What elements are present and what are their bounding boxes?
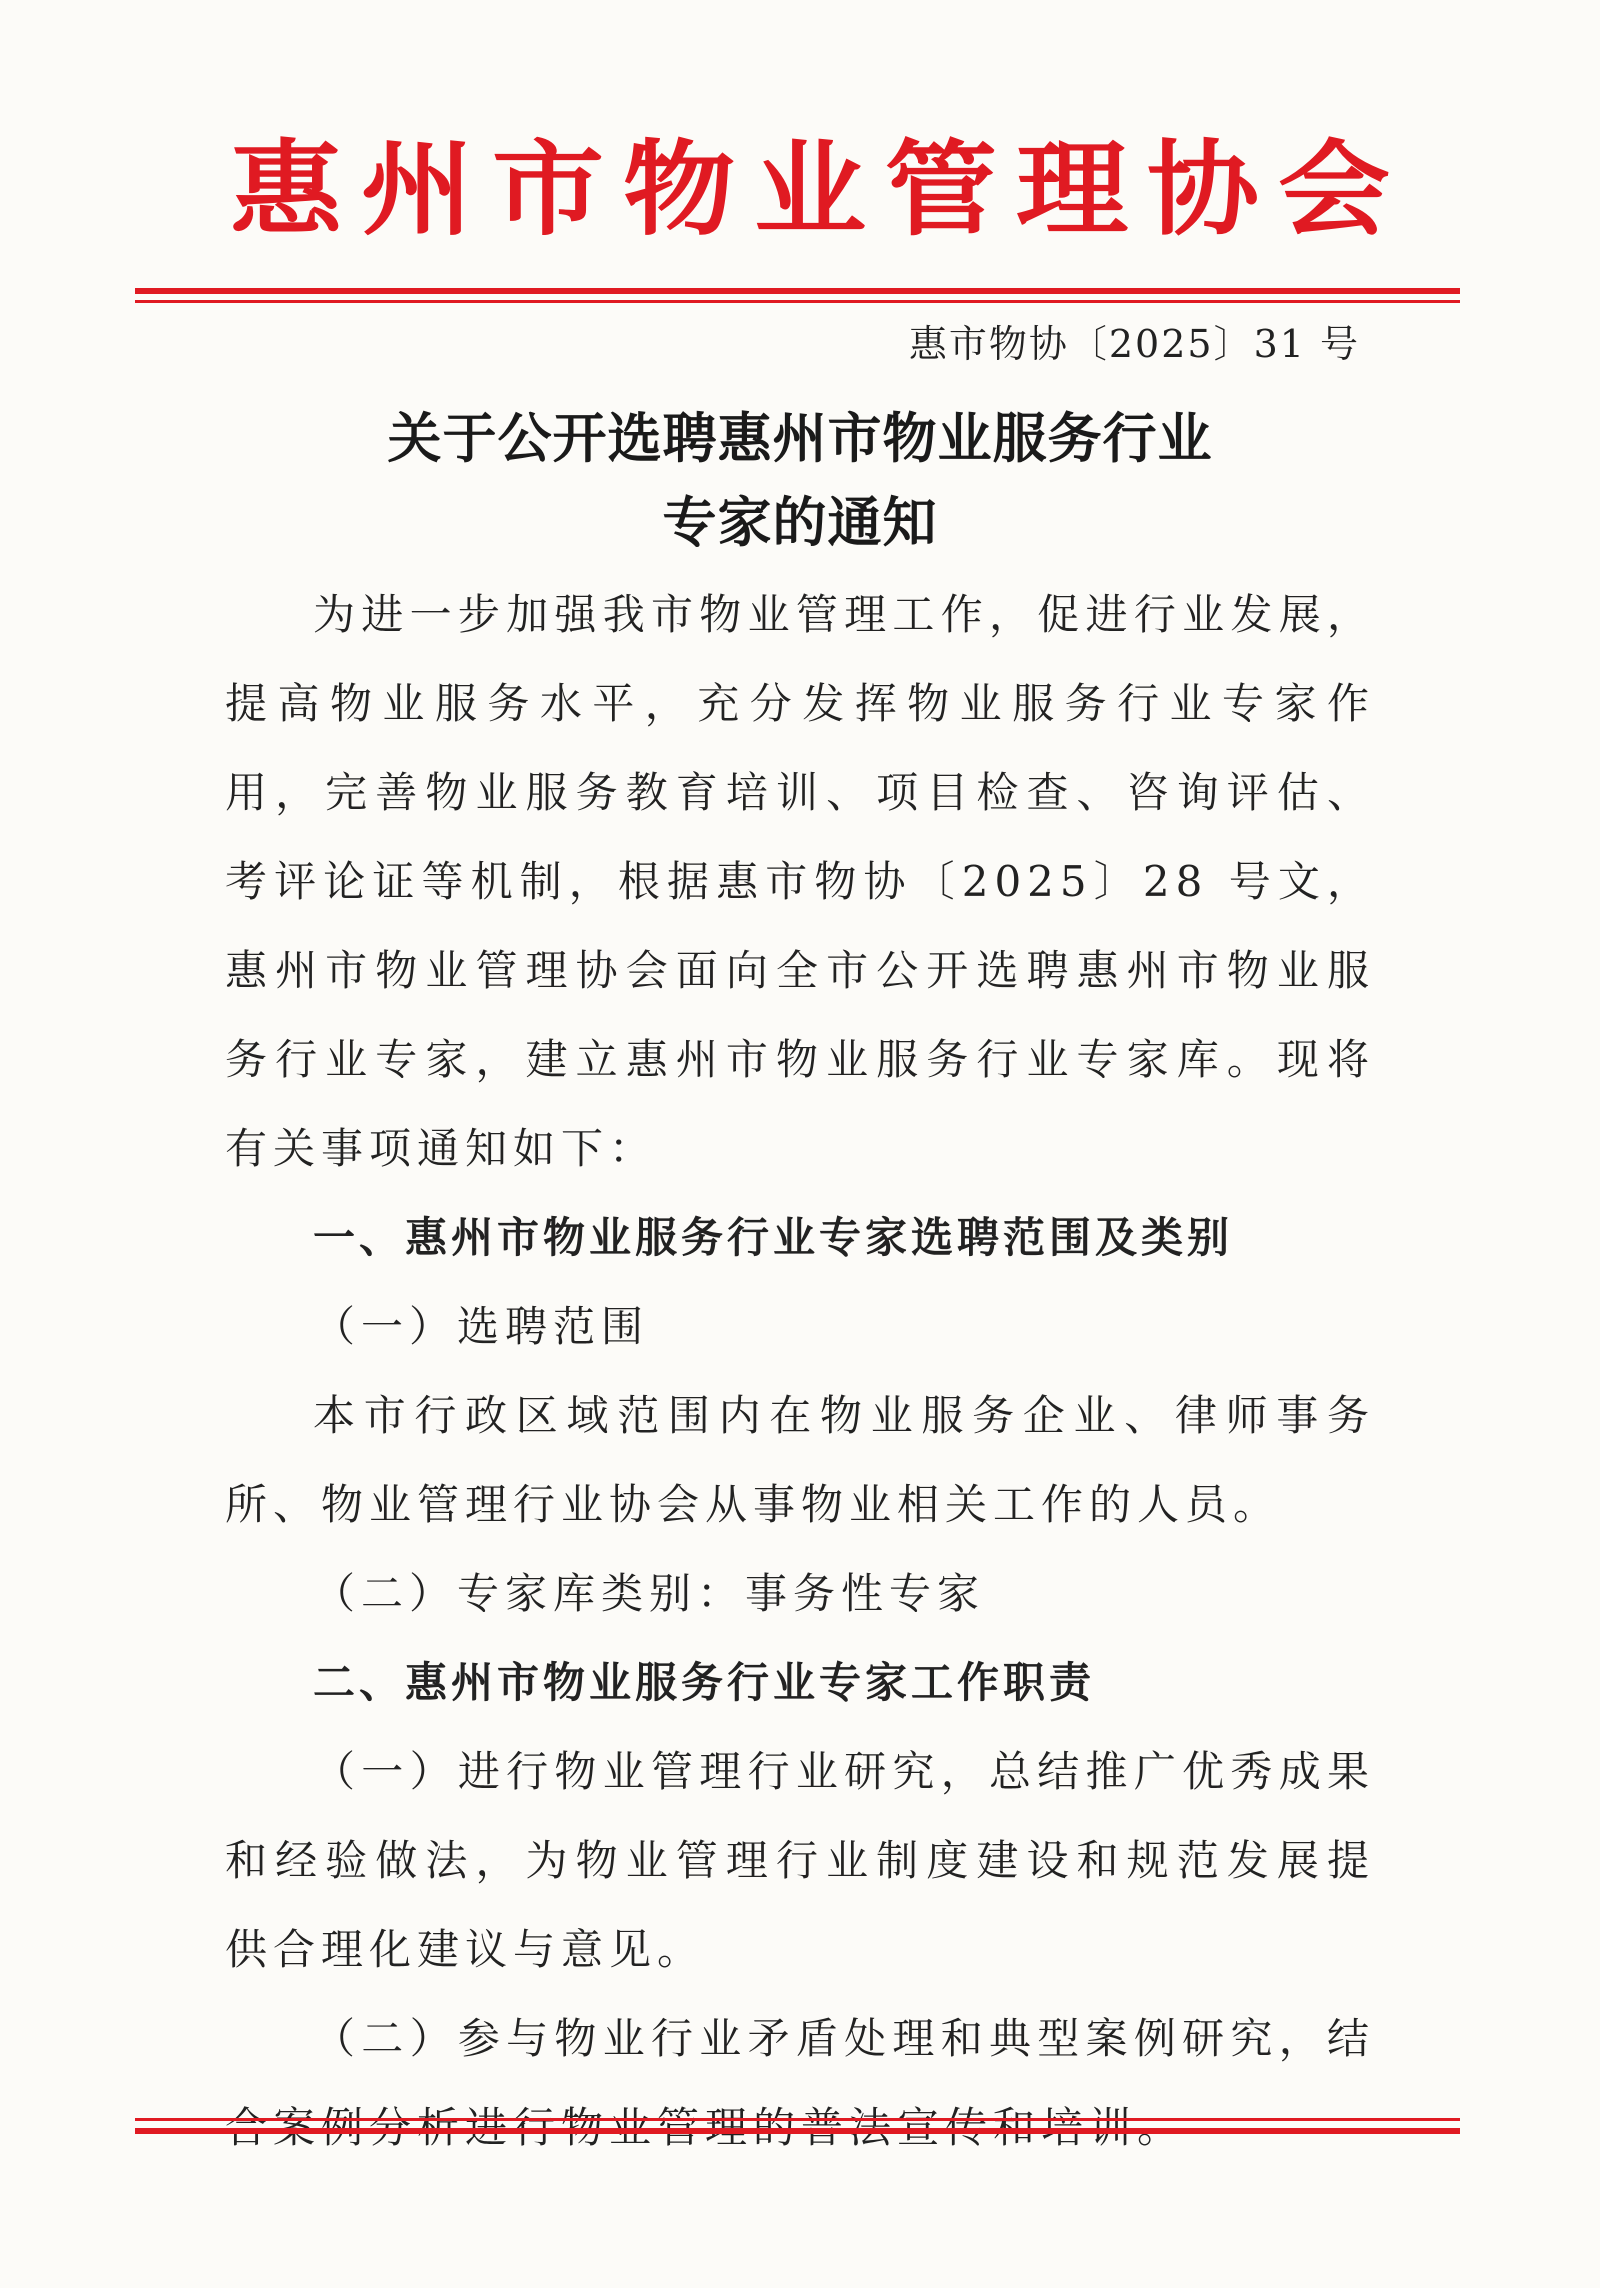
letterhead-char: 业: [754, 130, 866, 250]
section-1-subheading-category: （二）专家库类别：事务性专家: [313, 1569, 986, 1618]
letterhead-char: 理: [1016, 130, 1128, 250]
section-2-heading: 二、惠州市物业服务行业专家工作职责: [313, 1658, 1096, 1707]
organization-letterhead: [230, 126, 1390, 255]
section-2-item-1: （一）进行物业管理行业研究，总结推广优秀成果和经验做法，为物业管理行业制度建设和规范发展提供合理化建议与意见。: [225, 1747, 1375, 1974]
document-number: 惠市物协〔2025〕31 号: [908, 322, 1360, 366]
intro-paragraph: 为进一步加强我市物业管理工作，促进行业发展，提高物业服务水平，充分发挥物业服务行业专家作用，完善物业服务教育培训、项目检查、咨询评估、考评论证等机制，根据惠市物协〔2025〕28 号文，惠州市物业管理协会面向全市公开选聘惠州市物业服务行业专家，建立惠州市物业服务行业专家库。现将有关事项通知如下：: [225, 590, 1375, 1173]
letterhead-char: 管: [885, 130, 997, 250]
footer-divider-thick: [135, 2128, 1460, 2134]
notice-title-line-1: 关于公开选聘惠州市物业服务行业: [387, 406, 1213, 470]
notice-body: [225, 570, 1375, 2172]
letterhead-char: 协: [1147, 130, 1259, 250]
header-divider-thin: [135, 300, 1460, 303]
footer-divider-thin: [135, 2118, 1460, 2121]
section-2-item-2: （二）参与物业行业矛盾处理和典型案例研究，结: [313, 2014, 1375, 2063]
section-1-scope-text: 本市行政区域范围内在物业服务企业、律师事务所、物业管理行业协会从事物业相关工作的人员。: [225, 1391, 1375, 1529]
letterhead-char: 惠: [230, 130, 342, 250]
letterhead-char: 会: [1278, 130, 1390, 250]
letterhead-char: 物: [623, 130, 735, 250]
header-divider-thick: [135, 288, 1460, 294]
letterhead-char: 市: [492, 130, 604, 250]
letterhead-char: 州: [361, 130, 473, 250]
notice-title-line-2: 专家的通知: [662, 490, 938, 554]
section-1-subheading-scope: （一）选聘范围: [313, 1302, 650, 1351]
section-1-heading: 一、惠州市物业服务行业专家选聘范围及类别: [313, 1213, 1234, 1262]
